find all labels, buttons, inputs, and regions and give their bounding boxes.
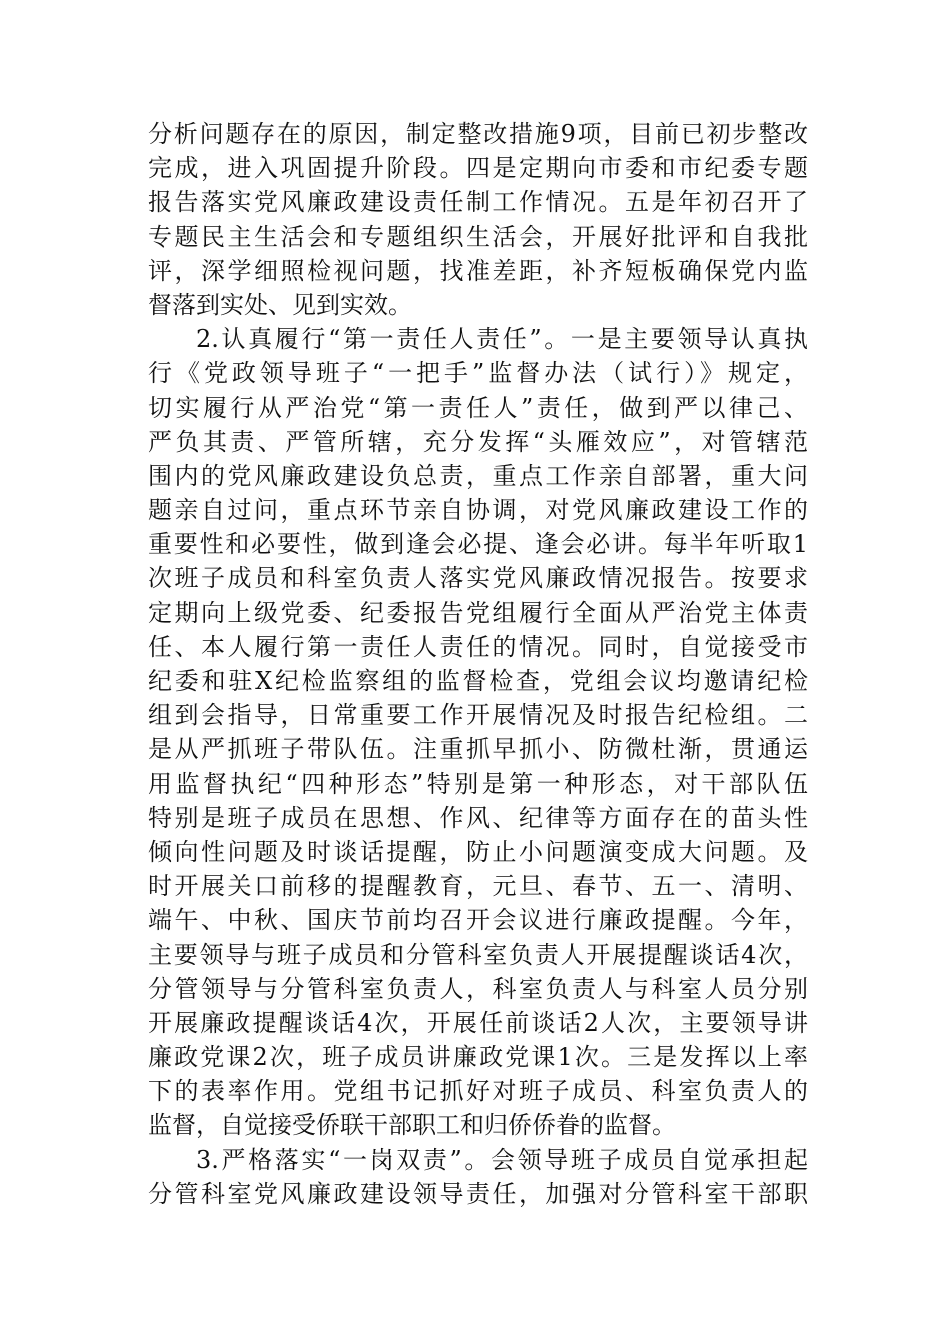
- text-line: 特别是班子成员在思想、作风、纪律等方面存在的苗头性: [148, 803, 808, 832]
- text-line: 下的表率作用。党组书记抓好对班子成员、科室负责人的: [148, 1077, 808, 1106]
- text-line: 行《党政领导班子“一把手”监督办法（试行）》规定，: [148, 359, 808, 388]
- text-line: 端午、中秋、国庆节前均召开会议进行廉政提醒。今年，: [148, 906, 808, 935]
- text-line: 纪委和驻X纪检监察组的监督检查，党组会议均邀请纪检: [148, 667, 808, 695]
- text-line: 时开展关口前移的提醒教育，元旦、春节、五一、清明、: [148, 872, 808, 901]
- text-line: 评，深学细照检视问题，找准差距，补齐短板确保党内监: [148, 256, 808, 285]
- text-line: 是从严抓班子带队伍。注重抓早抓小、防微杜渐，贯通运: [148, 735, 808, 764]
- text-line: 围内的党风廉政建设负总责，重点工作亲自部署，重大问: [148, 461, 808, 490]
- text-line: 组到会指导，日常重要工作开展情况及时报告纪检组。二: [148, 701, 808, 730]
- text-line: 定期向上级党委、纪委报告党组履行全面从严治党主体责: [148, 598, 808, 627]
- paragraph-start-line: 3.严格落实“一岗双责”。会领导班子成员自觉承担起: [196, 1145, 808, 1174]
- text-line: 开展廉政提醒谈话4次，开展任前谈话2人次，主要领导讲: [148, 1008, 808, 1037]
- text-line: 分管领导与分管科室负责人，科室负责人与科室人员分别: [148, 974, 808, 1003]
- text-line: 督落到实处、见到实效。: [148, 290, 412, 319]
- text-line: 题亲自过问，重点环节亲自协调，对党风廉政建设工作的: [148, 496, 808, 525]
- text-line: 廉政党课2次，班子成员讲廉政党课1次。三是发挥以上率: [148, 1043, 808, 1072]
- text-line: 报告落实党风廉政建设责任制工作情况。五是年初召开了: [148, 188, 808, 217]
- text-line: 重要性和必要性，做到逢会必提、逢会必讲。每半年听取1: [148, 530, 808, 559]
- paragraph-start-line: 2.认真履行“第一责任人责任”。一是主要领导认真执: [196, 325, 808, 354]
- body-text: [148, 117, 808, 1211]
- text-line: 专题民主生活会和专题组织生活会，开展好批评和自我批: [148, 222, 808, 251]
- text-line: 用监督执纪“四种形态”特别是第一种形态，对干部队伍: [148, 769, 808, 798]
- text-line: 严负其责、严管所辖，充分发挥“头雁效应”，对管辖范: [148, 427, 808, 456]
- text-line: 次班子成员和科室负责人落实党风廉政情况报告。按要求: [148, 564, 808, 593]
- text-line: 切实履行从严治党“第一责任人”责任，做到严以律己、: [148, 393, 808, 422]
- text-line: 主要领导与班子成员和分管科室负责人开展提醒谈话4次，: [148, 940, 808, 969]
- text-line: 分析问题存在的原因，制定整改措施9项，目前已初步整改: [148, 120, 808, 148]
- text-line: 监督，自觉接受侨联干部职工和归侨侨眷的监督。: [148, 1111, 676, 1140]
- text-line: 完成，进入巩固提升阶段。四是定期向市委和市纪委专题: [148, 154, 808, 183]
- text-line: 任、本人履行第一责任人责任的情况。同时，自觉接受市: [148, 632, 808, 661]
- text-line: 倾向性问题及时谈话提醒，防止小问题演变成大问题。及: [148, 837, 808, 866]
- text-line: 分管科室党风廉政建设领导责任，加强对分管科室干部职: [148, 1179, 808, 1208]
